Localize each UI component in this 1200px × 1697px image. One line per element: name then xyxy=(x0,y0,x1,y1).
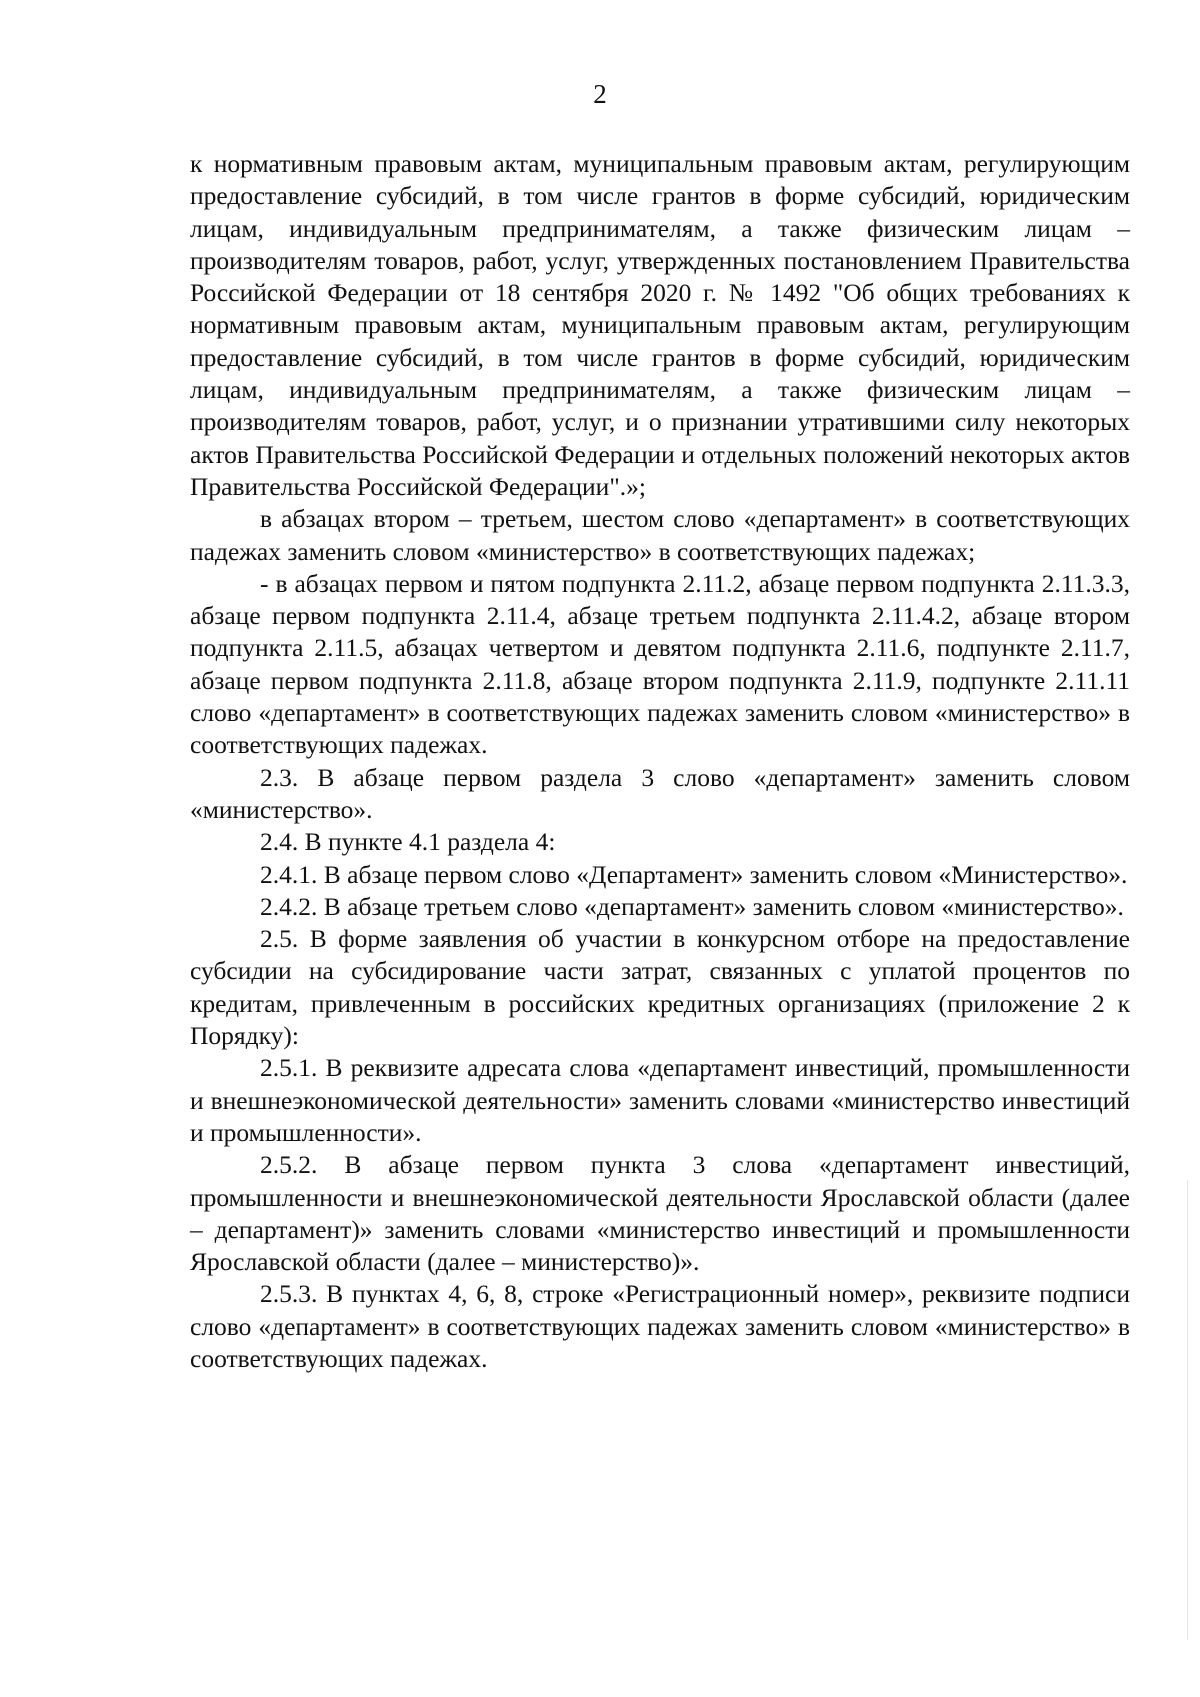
page-number: 2 xyxy=(593,79,607,109)
paragraph-2-4-1: 2.4.1. В абзаце первом слово «Департамент» заменить словом «Министерство». xyxy=(260,859,1128,889)
paragraph-2-5-3: 2.5.3. В пунктах 4, 6, 8, строке «Регистрационный номер», реквизите подписи слово «департамент» в соответствующих падежах заменить словом «министерство» в соответствующих падежах. xyxy=(190,1279,1130,1373)
paragraph-amendment-paragraphs-2-3-6: в абзацах втором – третьем, шестом слово «департамент» в соответствующих падежах заменить словом «министерство» в соответствующих падежах; xyxy=(190,504,1130,566)
paragraph-2-5-1: 2.5.1. В реквизите адресата слова «департамент инвестиций, промышленности и внешнеэкономической деятельности» заменить словами «министерство инвестиций и промышленности». xyxy=(190,1053,1130,1147)
paragraph-2-4: 2.4. В пункте 4.1 раздела 4: xyxy=(260,827,556,857)
paragraph-continuation: к нормативным правовым актам, муниципальным правовым актам, регулирующим предоставление субсидий, в том числе грантов в форме субсидий, юридическим лицам, индивидуальным предпринимателям, а также физическим лицам – производителям товаров, работ, услуг, утвержденных постановлением Правительства Российской Федерации от 18 сентября 2020 г. № 1492 "Об общих требованиях к нормативным правовым актам, муниципальным правовым актам, регулирующим предоставление субсидий, в том числе грантов в форме субсидий, юридическим лицам, индивидуальным предпринимателям, а также физическим лицам – производителям товаров, работ, услуг, и о признании утратившими силу некоторых актов Правительства Российской Федерации и отдельных положений некоторых актов Правительства Российской Федерации".»; xyxy=(190,149,1130,501)
paragraph-2-5: 2.5. В форме заявления об участии в конкурсном отборе на предоставление субсидии на субсидирование части затрат, связанных с уплатой процентов по кредитам, привлеченным в российских кредитных организациях (приложение 2 к Порядку): xyxy=(190,924,1130,1051)
paragraph-2-3: 2.3. В абзаце первом раздела 3 слово «департамент» заменить словом «министерство». xyxy=(190,762,1130,824)
paragraph-2-4-2: 2.4.2. В абзаце третьем слово «департамент» заменить словом «министерство». xyxy=(260,891,1124,921)
paragraph-amendment-subparagraphs-2-11: - в абзацах первом и пятом подпункта 2.11.2, абзаце первом подпункта 2.11.3.3, абзаце первом подпункта 2.11.4, абзаце третьем подпункта 2.11.4.2, абзаце втором подпункта 2.11.5, абзацах четвертом и девятом подпункта 2.11.6, подпункте 2.11.7, абзаце первом подпункта 2.11.8, абзаце втором подпункта 2.11.9, подпункте 2.11.11 слово «департамент» в соответствующих падежах заменить словом «министерство» в соответствующих падежах. xyxy=(190,568,1130,760)
scan-edge-mark xyxy=(1187,1180,1188,1640)
document-body xyxy=(190,148,1130,1375)
paragraph-2-5-2: 2.5.2. В абзаце первом пункта 3 слова «департамент инвестиций, промышленности и внешнеэкономической деятельности Ярославской области (далее – департамент)» заменить словами «министерство инвестиций и промышленности Ярославской области (далее – министерство)». xyxy=(190,1150,1130,1277)
